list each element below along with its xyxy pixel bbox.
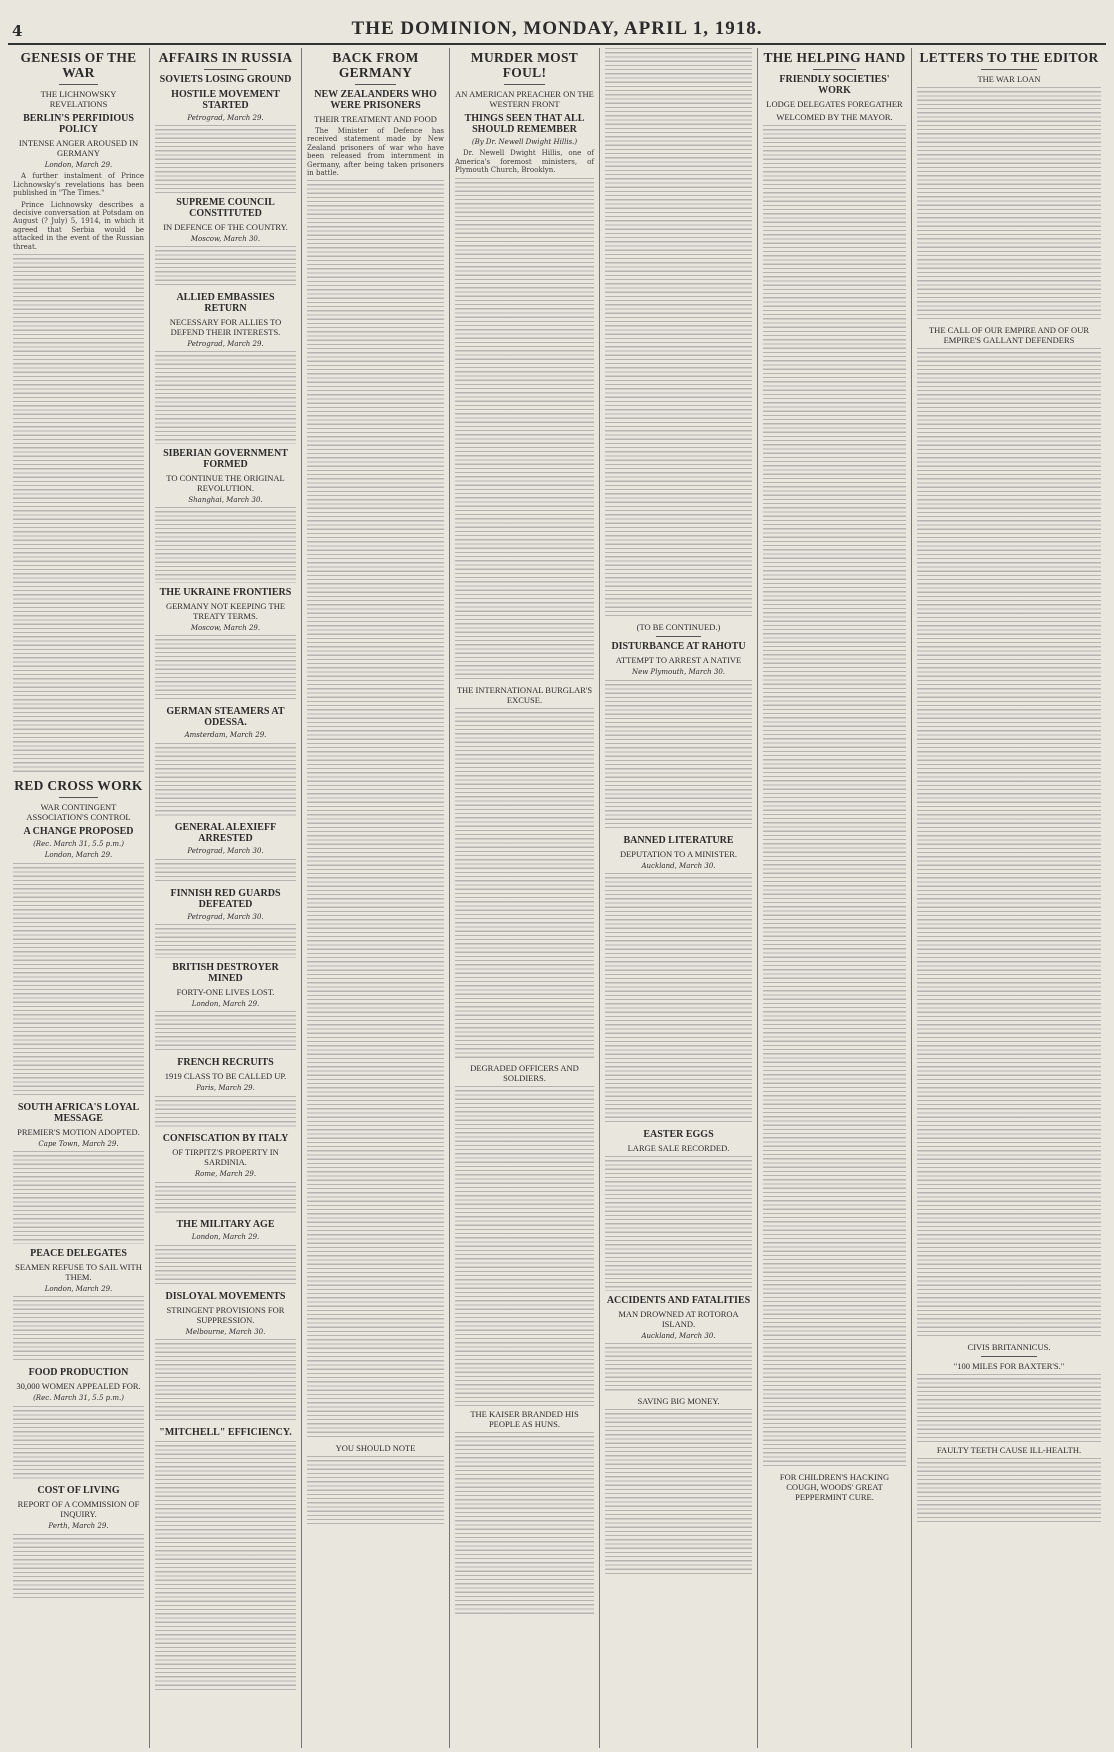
article-headline: THE MILITARY AGE bbox=[176, 1219, 275, 1231]
body-text bbox=[155, 1182, 296, 1216]
sub-headline: REPORT OF A COMMISSION OF INQUIRY. bbox=[17, 1499, 140, 1520]
body-text bbox=[917, 87, 1101, 322]
article-headline: FRENCH RECRUITS bbox=[177, 1057, 274, 1069]
article-headline: FRIENDLY SOCIETIES' WORK bbox=[779, 74, 890, 96]
article-paragraph: The Minister of Defence has received statement made by New Zealand prisoners of war who have been released from internment in Germany, after being taken prisoners in battle. bbox=[307, 127, 444, 178]
body-text bbox=[455, 1086, 594, 1405]
sub-headline: THE WAR LOAN bbox=[977, 74, 1041, 84]
sub-headline: MAN DROWNED AT ROTOROA ISLAND. bbox=[618, 1308, 739, 1329]
dateline: Melbourne, March 30. bbox=[185, 1327, 266, 1336]
body-text bbox=[917, 1458, 1101, 1525]
sub-headline: WELCOMED BY THE MAYOR. bbox=[776, 112, 893, 122]
sub-headline: "100 MILES FOR BAXTER'S." bbox=[953, 1361, 1065, 1372]
sub-headline: DEGRADED OFFICERS AND SOLDIERS. bbox=[470, 1063, 579, 1084]
dateline: Cape Town, March 29. bbox=[38, 1139, 119, 1148]
column-3 bbox=[302, 48, 450, 1748]
article-headline: EASTER EGGS bbox=[643, 1129, 714, 1141]
divider bbox=[813, 69, 856, 70]
section-headline: MURDER MOST FOUL! bbox=[470, 50, 579, 80]
body-text bbox=[13, 1151, 144, 1243]
column-6 bbox=[758, 48, 912, 1748]
body-text bbox=[155, 507, 296, 583]
dateline: Petrograd, March 30. bbox=[187, 912, 264, 921]
sub-headline: WAR CONTINGENT ASSOCIATION'S CONTROL bbox=[26, 801, 131, 822]
body-text bbox=[455, 708, 594, 1061]
dateline: Moscow, March 29. bbox=[190, 623, 261, 632]
column-1 bbox=[8, 48, 150, 1748]
article-headline: DISLOYAL MOVEMENTS bbox=[165, 1290, 286, 1302]
dateline: Perth, March 29. bbox=[48, 1522, 109, 1531]
article-headline: BANNED LITERATURE bbox=[623, 834, 734, 846]
divider bbox=[504, 84, 546, 85]
divider bbox=[981, 1356, 1036, 1357]
sub-headline: NECESSARY FOR ALLIES TO DEFEND THEIR INTERESTS. bbox=[169, 317, 282, 337]
dateline: London, March 29. bbox=[191, 999, 260, 1008]
sub-headline: THE CALL OF OUR EMPIRE AND OF OUR EMPIRE'S GALLANT DEFENDERS bbox=[928, 325, 1089, 346]
body-text bbox=[155, 1245, 296, 1287]
sub-headline: DEPUTATION TO A MINISTER. bbox=[619, 848, 738, 859]
body-text bbox=[917, 348, 1101, 1339]
article-headline: FINNISH RED GUARDS DEFEATED bbox=[170, 887, 281, 910]
divider bbox=[656, 636, 700, 637]
article-headline: NEW ZEALANDERS WHO WERE PRISONERS bbox=[314, 89, 437, 111]
page-number: 4 bbox=[12, 22, 23, 40]
sub-headline: CIVIS BRITANNICUS. bbox=[967, 1342, 1051, 1353]
article-headline: CONFISCATION BY ITALY bbox=[162, 1133, 289, 1145]
column-2 bbox=[150, 48, 302, 1748]
sub-headline: 30,000 WOMEN APPEALED FOR. bbox=[16, 1381, 141, 1392]
article-headline: SOVIETS LOSING GROUND bbox=[159, 74, 292, 85]
body-text bbox=[605, 873, 752, 1125]
sub-headline: GERMANY NOT KEEPING THE TREATY TERMS. bbox=[165, 600, 286, 621]
dateline: Shanghai, March 30. bbox=[188, 495, 263, 504]
article-headline: SUPREME COUNCIL CONSTITUTED bbox=[176, 196, 275, 219]
sub-headline: IN DEFENCE OF THE COUNTRY. bbox=[163, 221, 288, 232]
section-headline: RED CROSS WORK bbox=[14, 777, 143, 793]
body-text bbox=[155, 1096, 296, 1130]
dateline: (Rec. March 31, 5.5 p.m.) bbox=[33, 1394, 124, 1403]
dateline: Moscow, March 30. bbox=[190, 234, 261, 243]
article-headline: GENERAL ALEXIEFF ARRESTED bbox=[174, 822, 277, 845]
sub-headline: LODGE DELEGATES FOREGATHER bbox=[766, 99, 903, 109]
article-headline: A CHANGE PROPOSED bbox=[23, 825, 134, 837]
body-text bbox=[155, 1011, 296, 1053]
body-text bbox=[155, 635, 296, 702]
column-7 bbox=[912, 48, 1106, 1748]
sub-headline: THE LICHNOWSKY REVELATIONS bbox=[40, 89, 117, 109]
sub-headline: THE KAISER BRANDED HIS PEOPLE AS HUNS. bbox=[470, 1408, 579, 1429]
divider bbox=[355, 84, 396, 85]
section-headline: GENESIS OF THE WAR bbox=[20, 50, 137, 80]
body-text bbox=[605, 680, 752, 831]
article-paragraph: Prince Lichnowsky describes a decisive conversation at Potsdam on August (? July) 5, 1914, in which it agreed that Serbia would be attacked in the event of the Russian threat. bbox=[13, 200, 144, 251]
dateline: London, March 29. bbox=[44, 1284, 113, 1293]
dateline: (Rec. March 31, 5.5 p.m.) bbox=[33, 839, 124, 848]
article-headline: ACCIDENTS AND FATALITIES bbox=[606, 1294, 751, 1306]
body-text bbox=[155, 1339, 296, 1423]
body-text bbox=[155, 246, 296, 288]
body-text bbox=[13, 1534, 144, 1601]
dateline: London, March 29. bbox=[191, 1233, 260, 1242]
dateline: Petrograd, March 30. bbox=[187, 847, 264, 856]
article-paragraph: Dr. Newell Dwight Hillis, one of America's foremost ministers, of Plymouth Church, Brooklyn. bbox=[455, 149, 594, 175]
body-text bbox=[455, 178, 594, 682]
columns-container bbox=[8, 48, 1106, 1748]
dateline: Petrograd, March 29. bbox=[187, 114, 264, 122]
body-text bbox=[307, 180, 444, 1440]
body-text bbox=[155, 743, 296, 819]
article-headline: BERLIN'S PERFIDIOUS POLICY bbox=[23, 113, 134, 135]
body-text bbox=[155, 924, 296, 958]
sub-headline: (TO BE CONTINUED.) bbox=[636, 622, 721, 633]
sub-headline: PREMIER'S MOTION ADOPTED. bbox=[17, 1126, 140, 1137]
body-text bbox=[605, 1156, 752, 1290]
article-headline: PEACE DELEGATES bbox=[30, 1247, 127, 1259]
sub-headline: AN AMERICAN PREACHER ON THE WESTERN FRONT bbox=[455, 89, 594, 109]
article-headline: ALLIED EMBASSIES RETURN bbox=[176, 292, 275, 314]
body-text bbox=[605, 1343, 752, 1393]
dateline: Petrograd, March 29. bbox=[187, 340, 264, 348]
body-text bbox=[155, 125, 296, 192]
sub-headline: THE INTERNATIONAL BURGLAR'S EXCUSE. bbox=[456, 684, 593, 705]
dateline: (By Dr. Newell Dwight Hillis.) bbox=[471, 138, 578, 146]
body-text bbox=[13, 1296, 144, 1363]
section-headline: AFFAIRS IN RUSSIA bbox=[158, 50, 293, 65]
divider bbox=[204, 69, 246, 70]
sub-headline: FORTY-ONE LIVES LOST. bbox=[176, 986, 275, 997]
sub-headline: FAULTY TEETH CAUSE ILL-HEALTH. bbox=[936, 1444, 1082, 1455]
article-headline: BRITISH DESTROYER MINED bbox=[172, 961, 279, 984]
dateline: Amsterdam, March 29. bbox=[184, 731, 267, 740]
section-headline: THE HELPING HAND bbox=[763, 50, 906, 65]
body-text bbox=[605, 48, 752, 619]
dateline: Auckland, March 30. bbox=[641, 1331, 716, 1340]
sub-headline: FOR CHILDREN'S HACKING COUGH, WOODS' GREAT PEPPERMINT CURE. bbox=[779, 1472, 890, 1502]
body-text bbox=[455, 1432, 594, 1617]
sub-headline: THEIR TREATMENT AND FOOD bbox=[314, 114, 437, 124]
column-5 bbox=[600, 48, 758, 1748]
article-paragraph: A further instalment of Prince Lichnowsky's revelations has been published in "The Times." bbox=[13, 172, 144, 198]
body-text bbox=[917, 1374, 1101, 1441]
body-text bbox=[13, 1406, 144, 1482]
newspaper-title: THE DOMINION, MONDAY, APRIL 1, 1918. bbox=[351, 18, 763, 39]
article-headline: SIBERIAN GOVERNMENT FORMED bbox=[163, 447, 288, 470]
sub-headline: SAVING BIG MONEY. bbox=[637, 1396, 720, 1407]
section-headline: LETTERS TO THE EDITOR bbox=[919, 50, 1099, 65]
dateline: Auckland, March 30. bbox=[641, 861, 716, 870]
article-headline: THINGS SEEN THAT ALL SHOULD REMEMBER bbox=[464, 113, 585, 135]
article-headline: GERMAN STEAMERS AT ODESSA. bbox=[166, 706, 285, 729]
section-headline: BACK FROM GERMANY bbox=[332, 50, 419, 80]
sub-headline: ATTEMPT TO ARREST A NATIVE bbox=[615, 655, 742, 666]
article-headline: DISTURBANCE AT RAHOTU bbox=[611, 641, 746, 653]
body-text bbox=[155, 351, 296, 443]
body-text bbox=[13, 254, 144, 775]
article-headline: SOUTH AFRICA'S LOYAL MESSAGE bbox=[17, 1101, 140, 1124]
article-headline: FOOD PRODUCTION bbox=[28, 1367, 129, 1379]
article-headline: "MITCHELL" EFFICIENCY. bbox=[159, 1427, 292, 1439]
dateline: London, March 29. bbox=[44, 851, 113, 860]
masthead bbox=[8, 6, 1106, 45]
body-text bbox=[155, 859, 296, 884]
body-text bbox=[763, 125, 906, 1469]
divider bbox=[59, 84, 98, 85]
sub-headline: INTENSE ANGER AROUSED IN GERMANY bbox=[18, 138, 139, 158]
body-text bbox=[13, 863, 144, 1098]
body-text bbox=[155, 1441, 296, 1693]
sub-headline: LARGE SALE RECORDED. bbox=[627, 1143, 730, 1154]
sub-headline: TO CONTINUE THE ORIGINAL REVOLUTION. bbox=[166, 472, 285, 493]
article-headline: HOSTILE MOVEMENT STARTED bbox=[171, 89, 280, 111]
divider bbox=[59, 797, 98, 798]
article-headline: COST OF LIVING bbox=[37, 1485, 120, 1497]
article-headline: THE UKRAINE FRONTIERS bbox=[159, 586, 292, 598]
dateline: Rome, March 29. bbox=[194, 1170, 257, 1179]
body-text bbox=[307, 1456, 444, 1523]
sub-headline: 1919 CLASS TO BE CALLED UP. bbox=[164, 1071, 287, 1082]
dateline: Paris, March 29. bbox=[196, 1084, 255, 1093]
dateline: London, March 29. bbox=[44, 161, 113, 169]
sub-headline: YOU SHOULD NOTE bbox=[335, 1443, 416, 1454]
dateline: New Plymouth, March 30. bbox=[632, 668, 725, 677]
divider bbox=[981, 69, 1036, 70]
sub-headline: STRINGENT PROVISIONS FOR SUPPRESSION. bbox=[166, 1304, 285, 1325]
sub-headline: SEAMEN REFUSE TO SAIL WITH THEM. bbox=[15, 1261, 142, 1282]
body-text bbox=[605, 1409, 752, 1577]
sub-headline: OF TIRPITZ'S PROPERTY IN SARDINIA. bbox=[172, 1147, 279, 1168]
column-4 bbox=[450, 48, 600, 1748]
